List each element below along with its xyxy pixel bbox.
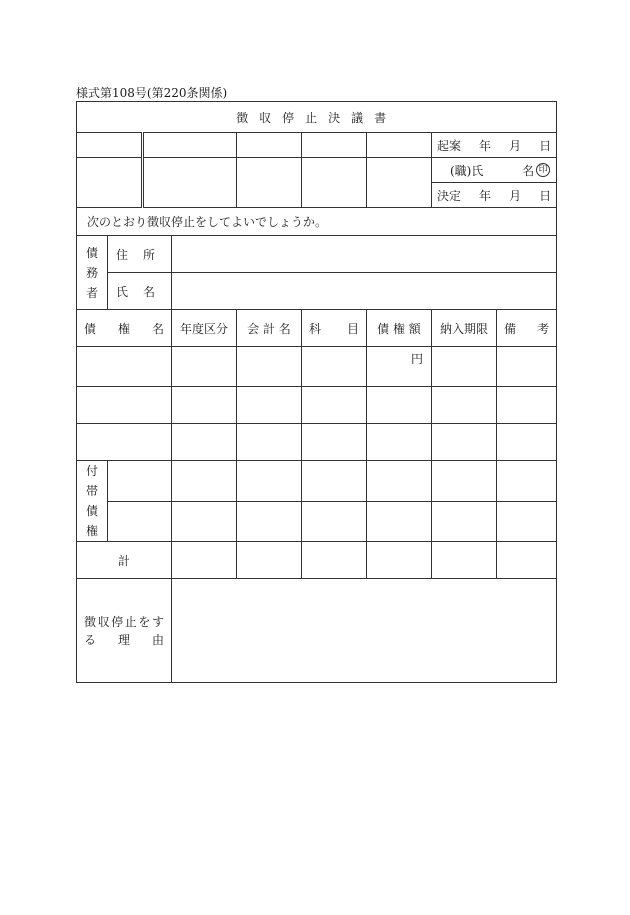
stamp-box-7 (143, 158, 237, 208)
table-row (77, 347, 557, 387)
account-name-cell[interactable] (237, 461, 302, 502)
remarks-cell[interactable] (497, 347, 557, 387)
due-date-cell[interactable] (432, 424, 497, 461)
name-field[interactable] (172, 273, 557, 310)
reason-label: 徴 収 停 止 を す る 理 由 (77, 579, 172, 683)
stamp-box-9 (302, 158, 367, 208)
claim-amount-cell[interactable] (367, 461, 432, 502)
drafted-year: 年 (479, 138, 492, 153)
col-fiscal-year: 年度区分 (172, 310, 237, 347)
drafted-month: 月 (509, 138, 522, 153)
col-due-date: 納入期限 (432, 310, 497, 347)
remarks-cell[interactable] (497, 461, 557, 502)
decided-day: 日 (539, 188, 552, 203)
question-text: 次のとおり徴収停止をしてよいでしょうか。 (77, 208, 557, 236)
stamp-box-3 (237, 133, 302, 158)
col-claim-amount: 債 権 額 (367, 310, 432, 347)
debtor-label: 債 務 者 (77, 236, 108, 310)
form-title: 徴収停止決議書 (77, 102, 557, 133)
decided-month: 月 (509, 188, 522, 203)
address-field[interactable] (172, 236, 557, 273)
decided-label: 決定 (437, 188, 462, 203)
drafted-label: 起案 (437, 138, 462, 153)
col-item: 科 目 (302, 310, 367, 347)
total-item-cell[interactable] (302, 542, 367, 579)
stamp-box-8 (237, 158, 302, 208)
item-cell[interactable] (302, 424, 367, 461)
incidental-claim-name-cell[interactable] (108, 501, 172, 542)
claim-name-cell[interactable] (77, 424, 172, 461)
col-account-name: 会 計 名 (237, 310, 302, 347)
claim-amount-cell[interactable] (367, 501, 432, 542)
item-cell[interactable] (302, 387, 367, 424)
stamp-box-10 (367, 158, 432, 208)
table-row (77, 501, 557, 542)
claim-name-cell[interactable] (77, 387, 172, 424)
due-date-cell[interactable] (432, 461, 497, 502)
item-cell[interactable] (302, 461, 367, 502)
drafted-day: 日 (539, 138, 552, 153)
claim-amount-cell[interactable] (367, 347, 432, 387)
account-name-cell[interactable] (237, 387, 302, 424)
fiscal-year-cell[interactable] (172, 387, 237, 424)
decided-year: 年 (479, 188, 492, 203)
incidental-claims-label: 付 帯 債 権 (77, 461, 108, 542)
fiscal-year-cell[interactable] (172, 461, 237, 502)
total-claim-amount-cell[interactable] (367, 542, 432, 579)
total-remarks-cell[interactable] (497, 542, 557, 579)
account-name-cell[interactable] (237, 501, 302, 542)
reason-field[interactable] (172, 579, 557, 683)
stamp-box-4 (302, 133, 367, 158)
total-label: 計 (77, 542, 172, 579)
total-fiscal-year-cell[interactable] (172, 542, 237, 579)
fiscal-year-cell[interactable] (172, 347, 237, 387)
stamp-box-6 (77, 158, 143, 208)
fiscal-year-cell[interactable] (172, 501, 237, 542)
due-date-cell[interactable] (432, 501, 497, 542)
signer-label: (職)氏 (450, 163, 484, 178)
claim-amount-cell[interactable] (367, 387, 432, 424)
claim-name-cell[interactable] (77, 347, 172, 387)
remarks-cell[interactable] (497, 501, 557, 542)
drafted-date (432, 133, 557, 158)
total-row (77, 542, 557, 579)
total-due-date-cell[interactable] (432, 542, 497, 579)
name-label: 氏 名 (108, 273, 172, 310)
remarks-cell[interactable] (497, 424, 557, 461)
col-remarks: 備 考 (497, 310, 557, 347)
total-account-name-cell[interactable] (237, 542, 302, 579)
col-claim-name: 債 権 名 (77, 310, 172, 347)
account-name-cell[interactable] (237, 347, 302, 387)
table-row (77, 424, 557, 461)
form-number: 様式第108号(第220条関係) (76, 86, 228, 100)
account-name-cell[interactable] (237, 424, 302, 461)
signer-cell (432, 158, 557, 183)
remarks-cell[interactable] (497, 387, 557, 424)
stamp-box-5 (367, 133, 432, 158)
due-date-cell[interactable] (432, 347, 497, 387)
signer-name-char: 名 (522, 163, 535, 178)
due-date-cell[interactable] (432, 387, 497, 424)
decided-date (432, 183, 557, 208)
address-label: 住 所 (108, 236, 172, 273)
stamp-box-2 (143, 133, 237, 158)
fiscal-year-cell[interactable] (172, 424, 237, 461)
table-row (77, 461, 557, 502)
collection-suspension-form (76, 101, 557, 683)
incidental-claim-name-cell[interactable] (108, 461, 172, 502)
item-cell[interactable] (302, 501, 367, 542)
seal-icon: 印 (536, 163, 550, 177)
claim-amount-cell[interactable] (367, 424, 432, 461)
table-row (77, 387, 557, 424)
item-cell[interactable] (302, 347, 367, 387)
stamp-box-1 (77, 133, 143, 158)
yen-unit: 円 (410, 352, 423, 366)
